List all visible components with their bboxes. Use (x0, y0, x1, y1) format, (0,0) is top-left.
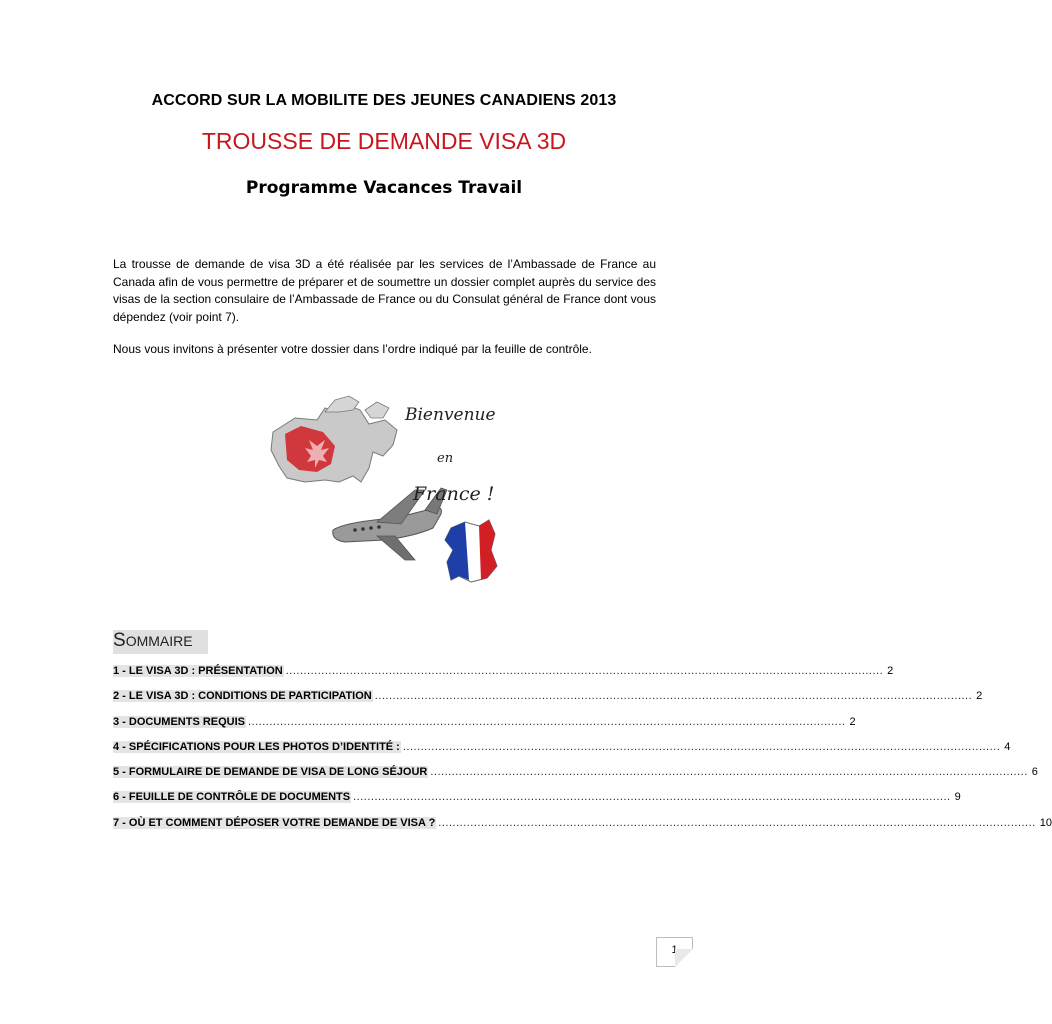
toc-leader-dots: ........................................................................................................................................................................ (430, 766, 1028, 779)
toc-item-page: 4 (1004, 740, 1011, 753)
document-title: ACCORD SUR LA MOBILITE DES JEUNES CANADIENS 2013 (151, 92, 617, 109)
france-map-icon (445, 520, 497, 582)
toc-item[interactable] (113, 715, 856, 741)
welcome-line2: en (437, 451, 454, 466)
page-corner-fold (675, 949, 693, 967)
welcome-line3: France ! (413, 483, 495, 505)
toc-item[interactable] (113, 816, 1052, 842)
toc-item[interactable] (113, 665, 894, 690)
toc-leader-dots: ........................................................................................................................................................................ (353, 791, 951, 804)
toc-leader-dots: ........................................................................................................................................................................ (248, 715, 846, 728)
toc-item-page: 9 (954, 791, 961, 804)
toc-item-label[interactable]: 5 - FORMULAIRE DE DEMANDE DE VISA DE LONG SÉJOUR (113, 766, 428, 779)
page-number-box (656, 937, 693, 967)
canada-map-icon (271, 396, 397, 482)
toc-item[interactable] (113, 766, 1038, 791)
toc-item-page: 2 (849, 715, 856, 728)
toc-heading-initial: S (113, 630, 126, 651)
toc-item-label[interactable]: 7 - OÙ ET COMMENT DÉPOSER VOTRE DEMANDE DE VISA ? (113, 816, 436, 829)
table-of-contents (113, 665, 1052, 842)
toc-item[interactable] (113, 740, 1011, 766)
toc-item-label[interactable]: 6 - FEUILLE DE CONTRÔLE DE DOCUMENTS (113, 791, 351, 804)
intro-paragraph-2: Nous vous invitons à présenter votre dossier dans l’ordre indiqué par la feuille de contrôle. (113, 342, 592, 356)
document-subtitle: TROUSSE DE DEMANDE VISA 3D (201, 128, 567, 154)
welcome-line1: Bienvenue (405, 405, 496, 425)
welcome-illustration (265, 390, 505, 590)
toc-leader-dots: ........................................................................................................................................................................ (402, 740, 1001, 753)
toc-item-page: 2 (887, 665, 894, 677)
toc-item-label[interactable]: 1 - LE VISA 3D : PRÉSENTATION (113, 665, 283, 677)
toc-item[interactable] (113, 791, 961, 816)
program-title: Programme Vacances Travail (245, 178, 523, 198)
toc-leader-dots: ........................................................................................................................................................................ (438, 816, 1036, 829)
toc-item[interactable] (113, 690, 983, 715)
page-number: 1 (671, 944, 678, 956)
toc-leader-dots: ........................................................................................................................................................................ (374, 690, 973, 703)
toc-leader-dots: ........................................................................................................................................................................ (285, 665, 884, 677)
toc-heading-rest: OMMAIRE (125, 633, 193, 649)
toc-item-page: 2 (976, 690, 983, 703)
intro-paragraph: La trousse de demande de visa 3D a été réalisée par les services de l’Ambassade de France au Canada afin de vous permettre de préparer et de soumettre un dossier complet auprès du service des visas de la section consulaire de l’Ambassade de France ou du Consulat général de France dont vous dépendez (voir point 7). (113, 257, 656, 324)
toc-item-label[interactable]: 4 - SPÉCIFICATIONS POUR LES PHOTOS D’IDENTITÉ : (113, 740, 400, 753)
toc-item-page: 10 (1039, 816, 1052, 829)
toc-item-label[interactable]: 2 - LE VISA 3D : CONDITIONS DE PARTICIPATION (113, 690, 372, 703)
toc-heading (113, 630, 208, 654)
toc-item-page: 6 (1031, 766, 1038, 779)
toc-item-label[interactable]: 3 - DOCUMENTS REQUIS (113, 715, 246, 728)
